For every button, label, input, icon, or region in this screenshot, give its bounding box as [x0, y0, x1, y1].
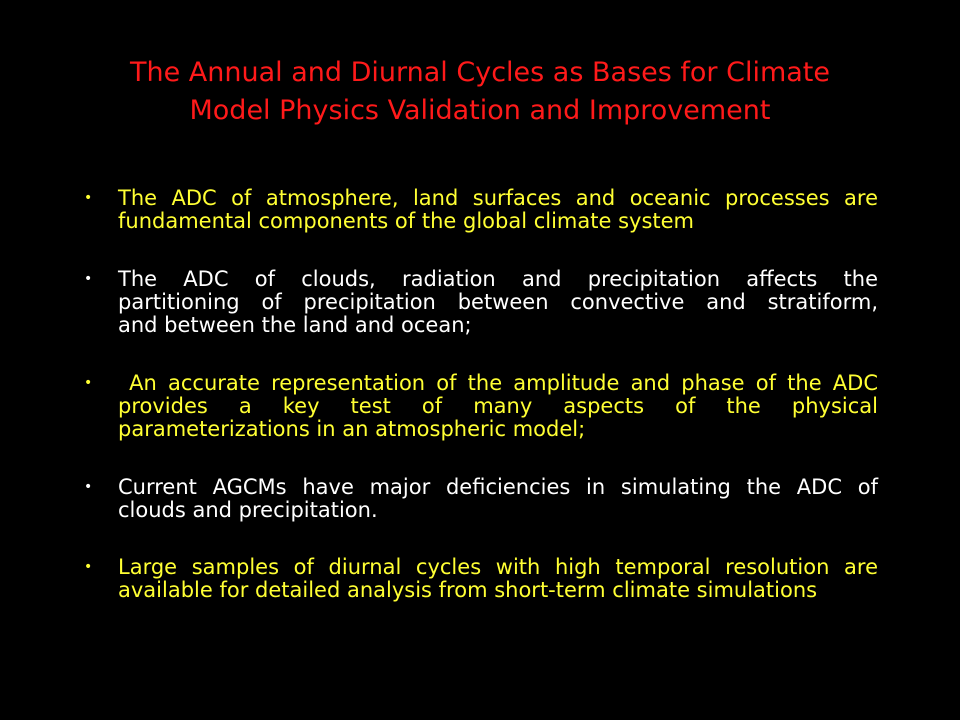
bullet-icon: • — [84, 559, 93, 575]
bullet-text — [118, 556, 878, 602]
bullet-text — [118, 268, 878, 337]
bullet-line: clouds and precipitation. — [118, 498, 378, 522]
bullet-line: Current AGCMs have major deficiencies in simulating the ADC of — [118, 475, 878, 499]
bullet-line: Large samples of diurnal cycles with high temporal resolution are — [118, 555, 878, 579]
bullet-line: provides a key test of many aspects of the physical — [118, 394, 878, 418]
bullet-line: parameterizations in an atmospheric model; — [118, 417, 586, 441]
bullet-text — [118, 187, 878, 233]
slide-title-line-2: Model Physics Validation and Improvement — [189, 95, 771, 126]
bullet-text — [118, 372, 878, 441]
bullet-text — [118, 476, 878, 522]
bullet-icon: • — [84, 479, 93, 495]
bullet-line: An accurate representation of the amplitude and phase of the ADC — [118, 371, 878, 395]
bullet-line: fundamental components of the global climate system — [118, 209, 694, 233]
slide-title-line-1: The Annual and Diurnal Cycles as Bases for Climate — [129, 57, 831, 88]
bullet-line: and between the land and ocean; — [118, 313, 472, 337]
bullet-icon: • — [84, 375, 93, 391]
bullet-line: available for detailed analysis from short-term climate simulations — [118, 578, 818, 602]
bullet-line: The ADC of atmosphere, land surfaces and oceanic processes are — [118, 186, 878, 210]
bullet-icon: • — [84, 190, 93, 206]
bullet-line: partitioning of precipitation between convective and stratiform, — [118, 290, 878, 314]
bullet-line: The ADC of clouds, radiation and precipitation affects the — [118, 267, 878, 291]
bullet-icon: • — [84, 271, 93, 287]
